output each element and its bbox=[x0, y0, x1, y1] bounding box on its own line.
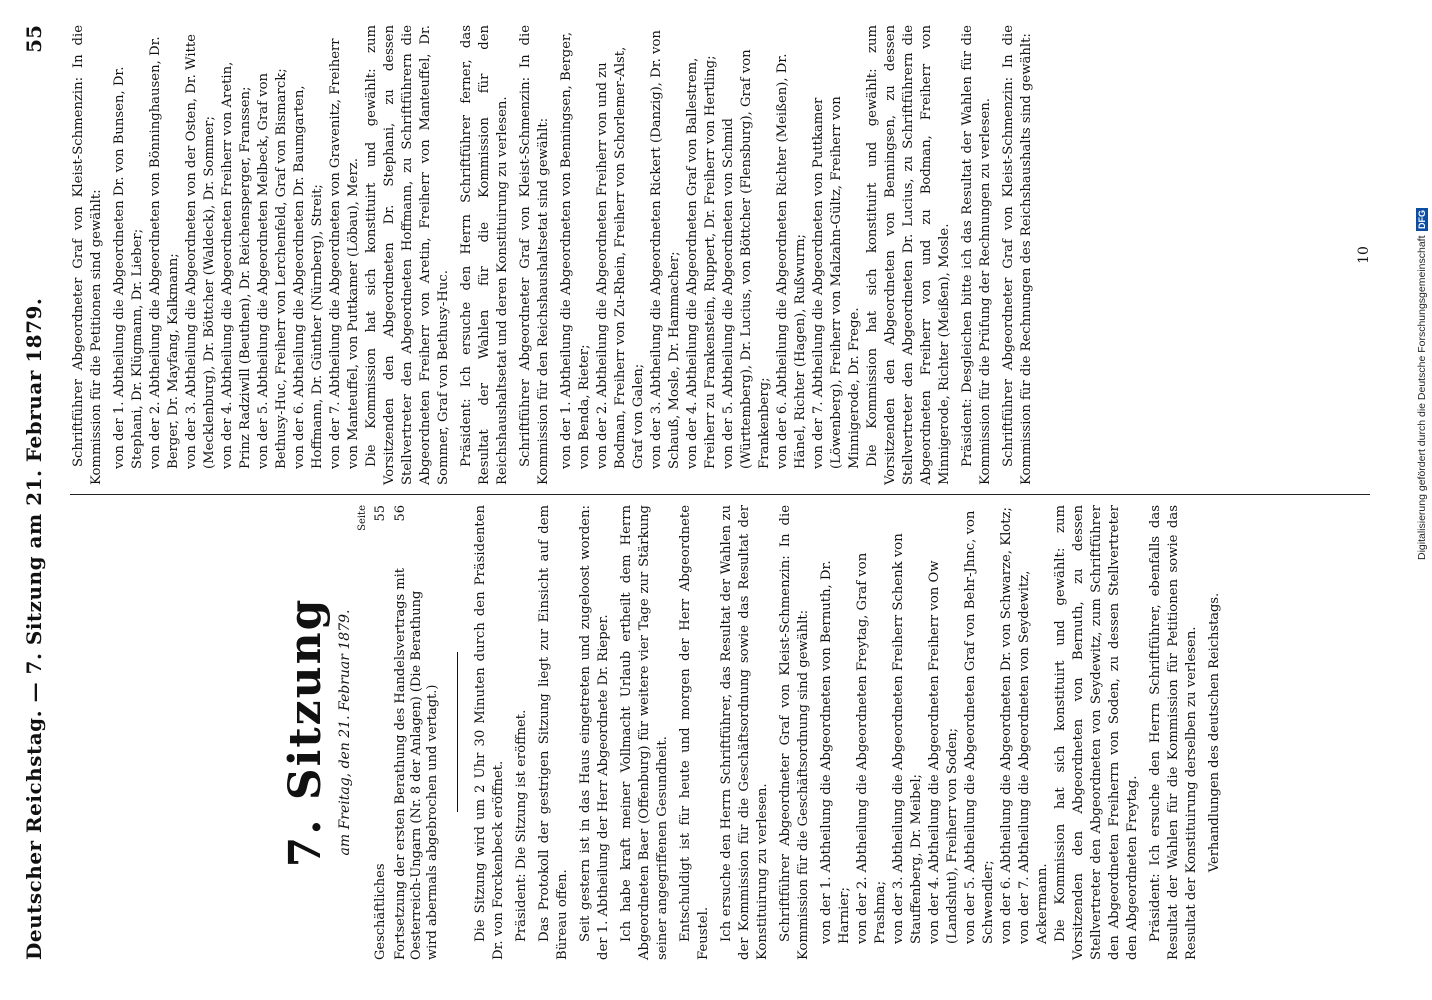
list-item: von der 4. Abtheilung die Abgeordneten Graf von Ballestrem, Freiherr zu Frankenstein, Ruppert, Dr. Freiherr von Hertling; bbox=[685, 55, 718, 469]
list-item: von der 5. Abtheilung die Abgeordneten von Schmid (Württemberg), Dr. Lucius, von Böttcher (Flensburg), Graf von Frankenberg; bbox=[721, 49, 772, 469]
column-divider bbox=[70, 494, 1370, 495]
signature-number: 10 bbox=[1356, 246, 1372, 264]
list-item: von der 1. Abtheilung die Abgeordneten von Bernuth, Dr. Harnier; bbox=[819, 560, 852, 944]
dfg-credit-label: Digitalisierung gefördert durch die Deutsche Forschungsgemeinschaft bbox=[1416, 235, 1428, 560]
paragraph: Schriftführer Abgeordneter Graf von Kleist-Schmenzin: In die Kommission für den Reichshaushaltsetat sind gewählt: bbox=[518, 25, 551, 485]
header-title: Deutscher Reichstag. — 7. Sitzung am 21. Februar 1879. bbox=[22, 297, 46, 960]
table-of-contents bbox=[357, 505, 441, 960]
paragraph: Schriftführer Abgeordneter Graf von Kleist-Schmenzin: In die Kommission für die Rechnungen des Reichshaushalts sind gewählt: bbox=[1001, 25, 1034, 485]
paragraph: Die Kommission hat sich konstituirt und gewählt: zum Vorsitzenden den Abgeordneten von Benningsen, zu dessen Stellvertreter den Abgeordneten Dr. Lucius, zu Schriftführern die Abgeordneten Freiherr von und zu Bodman, Freiherr von Minnigerode, Richter (Meißen), Mosle. bbox=[865, 25, 952, 485]
paragraph: Präsident: Ich ersuche den Herrn Schriftführer ferner, das Resultat der Wahlen für die Kommission für den Reichshaushaltsetat und deren Konstituirung zu verlesen. bbox=[459, 25, 510, 485]
session-date: am Freitag, den 21. Februar 1879. bbox=[337, 609, 353, 856]
paragraph: Die Kommission hat sich konstituirt und gewählt: zum Vorsitzenden den Abgeordneten von Bernuth, zu dessen Stellvertreter den Abgeordneten von Seydewitz, zum Schriftführer den Abgeordneten Freiherrn von Soden, zu dessen Stellvertreter den Abgeordneten Freytag. bbox=[1053, 505, 1140, 960]
list-item: von der 6. Abtheilung die Abgeordneten Richter (Meißen), Dr. Hänel, Richter (Hagen), Rußwurm; bbox=[775, 53, 808, 469]
list-item: von der 6. Abtheilung die Abgeordneten Dr. Baumgarten, Hoffmann, Dr. Günther (Nürnberg), Streit; bbox=[292, 85, 325, 469]
list-item: von der 7. Abtheilung die Abgeordneten von Seydewitz, Ackermann. bbox=[1017, 570, 1050, 944]
member-list bbox=[111, 25, 363, 485]
list-item: von der 1. Abtheilung die Abgeordneten Dr. von Bunsen, Dr. Stephani, Dr. Klügmann, Dr. Lieber; bbox=[112, 66, 145, 469]
paragraph: Schriftführer Abgeordneter Graf von Kleist-Schmenzin: In die Kommission für die Geschäftsordnung sind gewählt: bbox=[778, 505, 811, 960]
paragraph: Entschuldigt ist für heute und morgen der Herr Abgeordnete Feustel. bbox=[678, 505, 711, 960]
dfg-credit-strip bbox=[1414, 0, 1430, 560]
list-item: von der 2. Abtheilung die Abgeordneten Freytag, Graf von Prashma; bbox=[855, 552, 888, 944]
list-item: von der 1. Abtheilung die Abgeordneten von Benningsen, Berger, von Benda, Rieter; bbox=[559, 31, 592, 469]
toc-entry-page: 56 bbox=[393, 505, 408, 522]
paragraph: Die Sitzung wird um 2 Uhr 30 Minuten durch den Präsidenten Dr. von Forckenbeck eröffnet. bbox=[473, 505, 506, 960]
list-item: von der 3. Abtheilung die Abgeordneten Freiherr Schenk von Stauffenberg, Dr. Meibel; bbox=[891, 533, 924, 944]
paragraph: Präsident: Die Sitzung ist eröffnet. bbox=[514, 709, 529, 942]
left-column bbox=[70, 505, 1392, 960]
toc-entry-page: 55 bbox=[373, 505, 388, 522]
list-item: von der 2. Abtheilung die Abgeordneten Freiherr von und zu Bodman, Freiherr von Zu-Rhein, Freiherr von Schorlemer-Alst, Graf von Galen; bbox=[595, 46, 646, 469]
list-item: von der 5. Abtheilung die Abgeordneten Graf von Behr-Jhnc, von Schwendler; bbox=[963, 510, 996, 944]
member-list bbox=[818, 505, 1052, 960]
list-item: von der 3. Abtheilung die Abgeordneten Rickert (Danzig), Dr. von Schauß, Mosle, Dr. Hammacher; bbox=[649, 30, 682, 469]
toc-page-label: Seite bbox=[357, 505, 368, 531]
session-title: 7. Sitzung bbox=[280, 597, 331, 868]
signature-line: Verhandlungen des deutschen Reichstags. bbox=[1207, 592, 1222, 873]
dfg-credit-text bbox=[1414, 0, 1430, 560]
paragraph: Schriftführer Abgeordneter Graf von Kleist-Schmenzin: In die Kommission für die Petitionen sind gewählt: bbox=[71, 25, 104, 485]
list-item: von der 6. Abtheilung die Abgeordneten Dr. von Schwarze, Klotz; bbox=[999, 507, 1014, 944]
list-item: von der 7. Abtheilung die Abgeordneten von Gravenitz, Freiherr von Manteuffel, von Puttkamer (Löbau), Merz. bbox=[328, 38, 361, 469]
toc-entry bbox=[393, 505, 441, 960]
list-item: von der 4. Abtheilung die Abgeordneten Freiherr von Aretin, Prinz Radziwill (Beuthen), Dr. Reichensperger, Franssen; bbox=[220, 61, 253, 469]
list-item: von der 4. Abtheilung die Abgeordneten Freiherr von Ow (Landshut), Freiherr von Soden; bbox=[927, 560, 960, 944]
toc-entry-text: Fortsetzung der ersten Berathung des Handelsvertrags mit Oesterreich-Ungarn (Nr. 8 der Anlagen) (Die Berathung wird abermals abgebrochen und vertagt.) bbox=[393, 568, 440, 960]
list-item: von der 2. Abtheilung die Abgeordneten von Bönninghausen, Dr. Berger, Dr. Mayfang, Kalkmann; bbox=[148, 36, 181, 469]
list-item: von der 3. Abtheilung die Abgeordneten von der Osten, Dr. Witte (Mecklenburg), Dr. Böttcher (Waldeck), Dr. Sommer; bbox=[184, 34, 217, 469]
paragraph: Das Protokoll der gestrigen Sitzung liegt zur Einsicht auf dem Büreau offen. bbox=[537, 505, 570, 960]
toc-entry bbox=[373, 505, 389, 960]
member-list bbox=[558, 25, 864, 485]
paragraph: Seit gestern ist in das Haus eingetreten und zugeloost worden: der 1. Abtheilung der Herr Abgeordnete Dr. Rieper. bbox=[578, 505, 611, 960]
paragraph: Ich ersuche den Herrn Schriftführer, das Resultat der Wahlen zu der Kommission für die Geschäftsordnung sowie das Resultat der Konstituirung zu verlesen. bbox=[719, 505, 770, 960]
running-header bbox=[18, 25, 54, 960]
list-item: von der 5. Abtheilung die Abgeordneten Melbeck, Graf von Bethusy-Huc, Freiherr von Lerchenfeld, Graf von Bismarck; bbox=[256, 68, 289, 469]
paragraph: Ich habe kraft meiner Vollmacht Urlaub ertheilt dem Herrn Abgeordneten Baer (Offenburg) für weitere vier Tage zur Stärkung seiner angegriffenen Gesundheit. bbox=[619, 505, 670, 960]
paragraph: Präsident: Ich ersuche den Herrn Schriftführer, ebenfalls das Resultat der Wahlen für die Kommission für Petitionen sowie das Resultat der Konstituirung derselben zu verlesen. bbox=[1148, 505, 1199, 960]
toc-entry-text: Geschäftliches bbox=[373, 863, 388, 960]
paragraph: Die Kommission hat sich konstituirt und gewählt: zum Vorsitzenden den Abgeordneten Dr. Stephani, zu dessen Stellvertreter den Abgeordneten Hoffmann, zu Schriftführern die Abgeordneten Freiherr von Aretin, Freiherr von Manteuffel, Dr. Sommer, Graf von Bethusy-Huc. bbox=[364, 25, 451, 485]
right-column bbox=[70, 25, 1392, 485]
dfg-logo: DFG bbox=[1417, 210, 1427, 230]
section-rule bbox=[457, 653, 458, 813]
header-page-number: 55 bbox=[22, 25, 46, 53]
paragraph: Präsident: Desgleichen bitte ich das Resultat der Wahlen für die Kommission für die Prüfung der Rechnungen zu verlesen. bbox=[960, 25, 993, 485]
list-item: von der 7. Abtheilung die Abgeordneten von Puttkamer (Löwenberg), Freiherr von Malzahn-Gültz, Freiherr von Minnigerode, Dr. Frege. bbox=[811, 96, 862, 469]
